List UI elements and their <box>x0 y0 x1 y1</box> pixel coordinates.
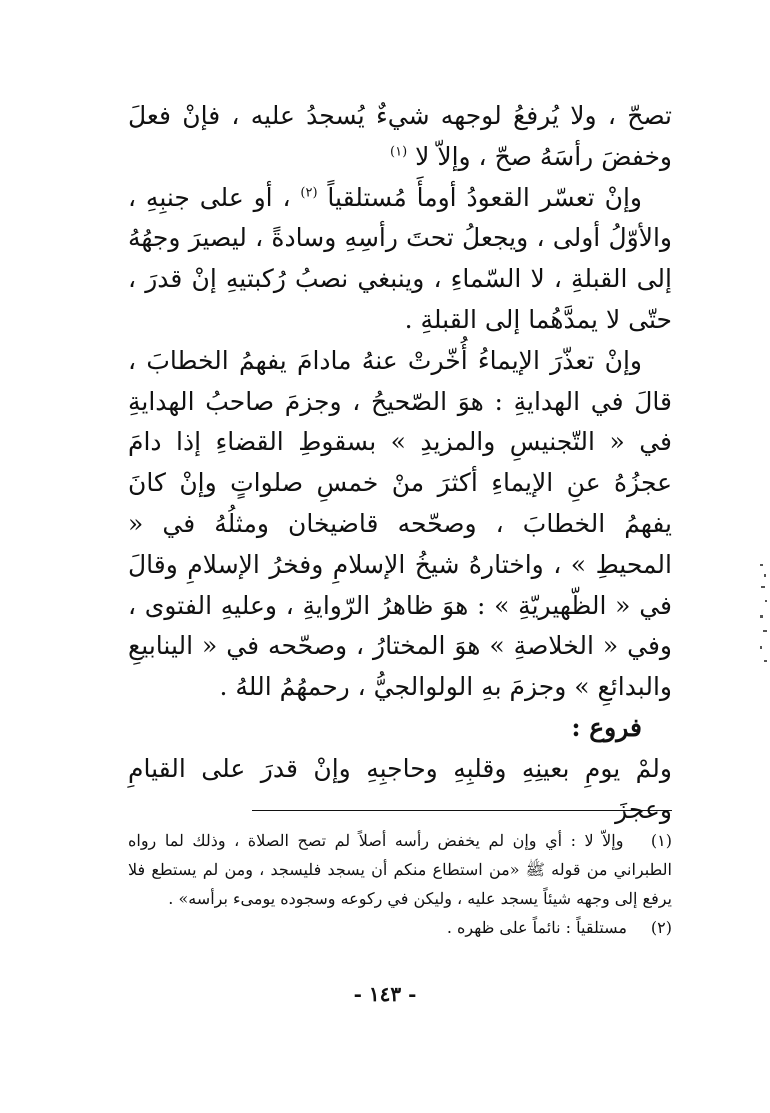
footnote-2 <box>128 913 672 942</box>
footnote-divider <box>252 810 672 811</box>
footnote-ref-2: (٢) <box>300 185 318 201</box>
scan-speckle-decoration <box>758 560 770 680</box>
footnotes <box>128 826 672 942</box>
paragraph-2 <box>128 178 672 341</box>
footnote-2-number: (٢) <box>650 918 672 937</box>
paragraph-2-text-a: وإنْ تعسّر القعودُ أومأَ مُستلقياً <box>327 182 642 212</box>
main-text <box>128 96 672 830</box>
paragraph-2-text-b: ، أو على جنبِهِ ، والأوّلُ أولى ، ويجعلُ تحتَ رأسِهِ وسادةً ، ليصيرَ وجهُهُ إلى القبلةِ ، لا السّماءِ ، وينبغي نصبُ رُكبتيهِ إنْ قدرَ ، حتّى لا يمدَّهُما إلى القبلةِ . <box>128 182 672 334</box>
footnote-1-text: وإلاّ لا : أي وإن لم يخفض رأسه أصلاً لم تصح الصلاة ، وذلك لما رواه الطبراني من قوله ﷺ «من استطاع منكم أن يسجد فليسجد ، ومن لم يستطع فلا يرفع إلى وجهه شيئاً يسجد عليه ، وليكن في ركوعه وسجوده يومىء برأسه» . <box>128 831 672 908</box>
section-heading-furoo: فروع : <box>571 712 642 742</box>
page-number: - ١٤٣ - <box>353 982 417 1006</box>
footnote-1 <box>128 826 672 913</box>
paragraph-4: ولمْ يومِ بعينِهِ وقلبِهِ وحاجبِهِ وإنْ قدرَ على القيامِ وعجزَ <box>128 753 672 824</box>
paragraph-3: وإنْ تعذّرَ الإيماءُ أُخّرتْ عنهُ مادامَ يفهمُ الخطابَ ، قالَ في الهدايةِ : هوَ الصّحيحُ ، وجزمَ صاحبُ الهدايةِ في « التّجنيسِ والمزيدِ » بسقوطِ القضاءِ إذا دامَ عجزُهُ عنِ الإيماءِ أكثرَ منْ خمسِ صلواتٍ وإنْ كانَ يفهمُ الخطابَ ، وصحّحه قاضيخان ومثلُهُ في « المحيطِ » ، واختارهُ شيخُ الإسلامِ وفخرُ الإسلامِ وقالَ في « الظّهيريّةِ » : هوَ ظاهرُ الرّوايةِ ، وعليهِ الفتوى ، وفي « الخلاصةِ » هوَ المختارُ ، وصحّحه في « الينابيعِ والبدائعِ » وجزمَ بهِ الولوالجيُّ ، رحمهُمُ اللهُ . <box>128 345 672 702</box>
footnote-1-number: (١) <box>650 831 673 850</box>
footnote-2-text: مستلقياً : نائماً على ظهره . <box>446 918 627 937</box>
paragraph-1-text: تصحّ ، ولا يُرفعُ لوجهه شيءٌ يُسجدُ عليه ، فإنْ فعلَ وخفضَ رأسَهُ صحّ ، وإلاّ لا <box>128 101 672 171</box>
paragraph-1 <box>128 96 672 178</box>
footnote-ref-1: (١) <box>390 144 408 160</box>
